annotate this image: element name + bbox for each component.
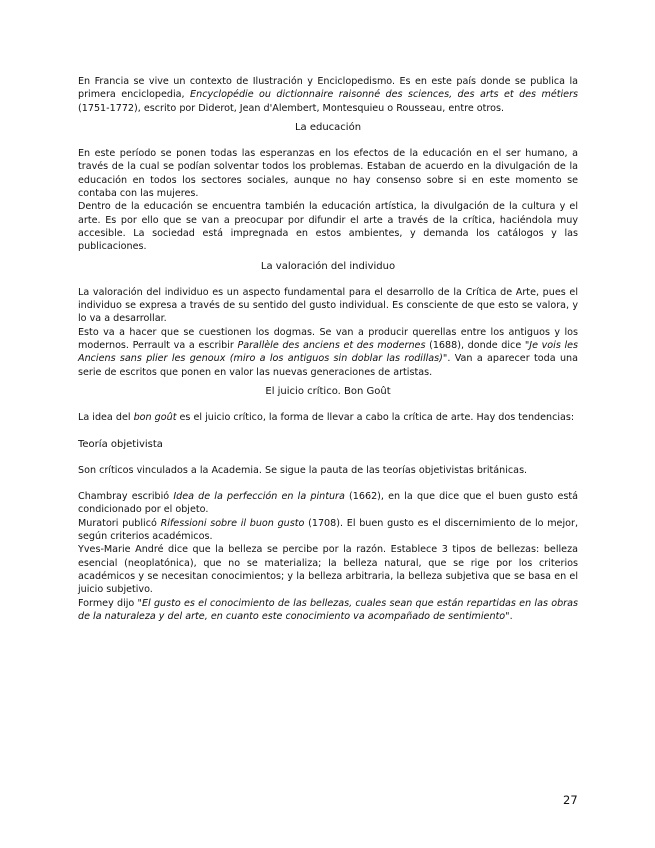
heading-education: La educación xyxy=(294,121,362,133)
chambray-text-a: Chambray escribió xyxy=(78,491,174,503)
document-page xyxy=(78,75,578,623)
muratori-text-b: (1708). El buen gusto es el discernimiento de lo mejor, según criterios académicos. xyxy=(78,517,578,543)
parallele-title: Parallèle des anciens et des modernes xyxy=(237,340,426,352)
chambray-title: Idea de la perfección en la pintura xyxy=(173,491,345,503)
bon-gout-term: bon goût xyxy=(133,412,177,424)
formey-text-a: Formey dijo " xyxy=(78,597,142,609)
muratori-paragraph xyxy=(78,517,578,544)
judgment-text-a: La idea del xyxy=(78,412,134,424)
encyclopedie-title: Encyclopédie ou dictionnaire raisonné des sciences, des arts et des métiers xyxy=(190,89,579,101)
individual-text-a: Esto va a hacer que se cuestionen los dogmas. Se van a producir querellas entre los antiguos y los modernos. Perrault va a escribir xyxy=(78,326,578,352)
intro-text-end: (1751-1772), escrito por Diderot, Jean d'Alembert, Montesquieu o Rousseau, entre otros. xyxy=(78,102,505,114)
individual-paragraph-2 xyxy=(78,326,578,379)
education-paragraph-1: En este período se ponen todas las esperanzas en los efectos de la educación en el ser humano, a través de la cual se podían solventar todos los problemas. Estaban de acuerdo en la divulgación de la educación en todos los sectores sociales, aunque no hay consenso sobre si en este momento se contaba con las mujeres. xyxy=(78,148,578,200)
heading-judgment: El juicio crítico. Bon Goût xyxy=(265,385,391,397)
objectivist-paragraph: Son críticos vinculados a la Academia. Se sigue la pauta de las teorías objetivistas británicas. xyxy=(78,464,528,476)
intro-text: En Francia se vive un contexto de Ilustración y Enciclopedismo. Es en este país donde se publica la primera enciclopedia, xyxy=(78,76,578,101)
education-paragraph-2: Dentro de la educación se encuentra también la educación artística, la divulgación de la cultura y el arte. Es por ello que se van a preocupar por difundir el arte a través de la crítica, haciéndola muy accesible. La sociedad está impregnada en estos ambientes, y demanda los catálogos y las publicaciones. xyxy=(78,201,578,253)
chambray-text-b: (1662), en la que dice que el buen gusto está condicionado por el objeto. xyxy=(78,491,578,516)
chambray-paragraph xyxy=(78,490,578,517)
judgment-text-b: es el juicio crítico, la forma de llevar a cabo la crítica de arte. Hay dos tendencias: xyxy=(176,412,575,424)
perrault-quote: Je vois les Anciens sans plier les genoux (miro a los antiguos sin doblar las rodillas) xyxy=(78,340,579,365)
intro-paragraph xyxy=(78,75,578,115)
muratori-text-a: Muratori publicó xyxy=(78,517,161,529)
formey-text-b: ". xyxy=(505,610,513,622)
individual-text-c: ". Van a aparecer toda una serie de escritos que ponen en valor las nuevas generaciones de artistas. xyxy=(78,353,578,378)
heading-individual: La valoración del individuo xyxy=(260,260,396,272)
muratori-title: Rifessioni sobre il buon gusto xyxy=(160,517,305,529)
judgment-paragraph-1 xyxy=(78,411,578,424)
individual-paragraph-1: La valoración del individuo es un aspecto fundamental para el desarrollo de la Crítica de Arte, pues el individuo se expresa a través de su sentido del gusto individual. Es consciente de que esto se valora, y lo va a desarrollar. xyxy=(78,286,578,325)
andre-paragraph: Yves-Marie André dice que la belleza se percibe por la razón. Establece 3 tipos de bellezas: belleza esencial (neoplatónica), que no se materializa; la belleza natural, que se rige por los criterios académicos y se necesitan conocimientos; y la belleza arbitraria, la belleza subjetiva que se basa en el juicio subjetivo. xyxy=(78,544,578,596)
formey-paragraph xyxy=(78,597,578,624)
subheading-objectivist: Teoría objetivista xyxy=(78,438,163,450)
page-number: 27 xyxy=(563,793,578,807)
individual-text-b: (1688), donde dice " xyxy=(425,340,530,352)
formey-quote: El gusto es el conocimiento de las bellezas, cuales sean que están repartidas en las obras de la naturaleza y del arte, en cuanto este conocimiento va acompañado de sentimiento xyxy=(78,597,578,622)
